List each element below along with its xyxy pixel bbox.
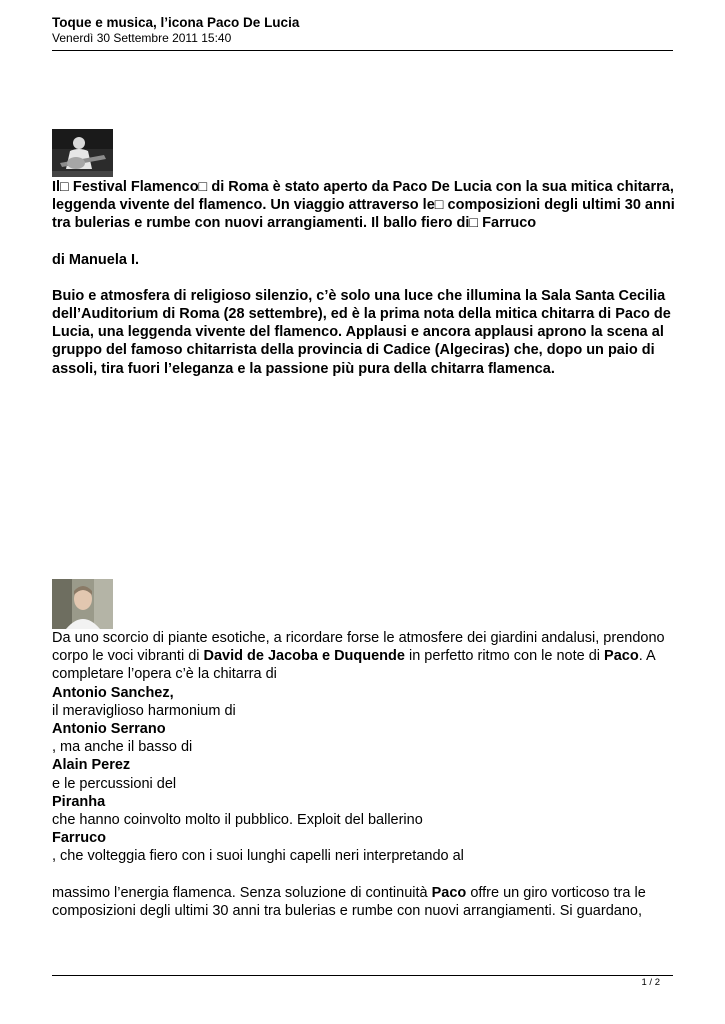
header-rule [52, 50, 673, 51]
line-harmonium: il meraviglioso harmonium di [52, 702, 236, 719]
p1-singers: David de Jacoba e Duquende [203, 648, 405, 665]
p1-text-c: in perfetto ritmo con le note di [404, 648, 605, 665]
p2-text-a: massimo l’energia flamenca. Senza soluzione di continuità [52, 884, 432, 901]
line-ballerino: che hanno coinvolto molto il pubblico. Exploit del ballerino [52, 812, 423, 829]
guitarist-photo [52, 129, 113, 177]
name-farruco: Farruco [52, 830, 106, 847]
p2-text-c: offre un giro vorticoso tra le composizioni degli ultimi 30 anni tra bulerias e rumbe con nuovi arrangiamenti. Si guardano, [52, 884, 646, 919]
lead-author: di Manuela I. [52, 251, 140, 268]
line-volteggia: , che volteggia fiero con i suoi lunghi capelli neri interpretando al [52, 848, 464, 865]
p1-text-e: . A completare l’opera c’è la chitarra di [52, 648, 655, 683]
name-alain-perez: Alain Perez [52, 757, 131, 774]
page-number: 1 / 2 [641, 977, 660, 988]
page-header [52, 14, 672, 46]
name-antonio-sanchez: Antonio Sanchez, [52, 684, 174, 701]
article-title: Toque e musica, l’icona Paco De Lucia [52, 15, 300, 30]
body-paragraph-1 [52, 629, 677, 684]
portrait-photo [52, 579, 113, 629]
name-antonio-serrano: Antonio Serrano [52, 721, 166, 738]
line-percussioni: e le percussioni del [52, 775, 177, 792]
article-date: Venerdì 30 Settembre 2011 15:40 [52, 31, 232, 45]
name-piranha: Piranha [52, 793, 106, 810]
lead-intro: Il□ Festival Flamenco□ di Roma è stato aperto da Paco De Lucia con la sua mitica chitarra, leggenda vivente del flamenco. Un viaggio attraverso le□ composizioni degli ultimi 30 anni tra bulerias e rumbe con nuovi arrangiamenti. Il ballo fiero di□ Farruco [52, 179, 675, 232]
body-paragraph-2 [52, 884, 677, 920]
lead-paragraph: Buio e atmosfera di religioso silenzio, c’è solo una luce che illumina la Sala Santa Cecilia dell’Auditorium di Roma (28 settembre), ed è la prima nota della mitica chitarra di Paco de Lucia, una leggenda vivente del flamenco. Applausi e ancora applausi aprono la scena al gruppo del famoso chitarrista della provincia di Cadice (Algeciras) che, dopo un paio di assoli, tira fuori l’eleganza e la passione più pura della chitarra flamenca. [52, 287, 671, 377]
footer-rule [52, 975, 673, 976]
line-basso: , ma anche il basso di [52, 739, 193, 756]
p2-paco: Paco [431, 884, 467, 901]
p1-text-a: Da uno scorcio di piante esotiche, a ricordare forse le atmosfere dei giardini andalusi, prendono corpo le voci vibranti di [52, 630, 665, 665]
body-section [52, 629, 677, 920]
lead-section [52, 178, 677, 378]
p1-paco: Paco [604, 648, 639, 665]
